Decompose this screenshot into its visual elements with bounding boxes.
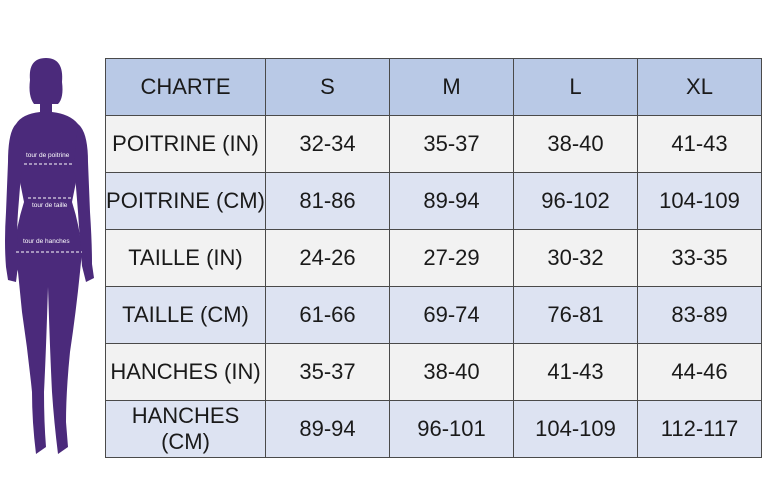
table-cell: 24-26: [266, 230, 390, 287]
table-cell: 76-81: [514, 287, 638, 344]
table-cell: 81-86: [266, 173, 390, 230]
row-label: POITRINE (IN): [106, 116, 266, 173]
header-size-l: L: [514, 59, 638, 116]
row-label: HANCHES (IN): [106, 344, 266, 401]
row-label: HANCHES (CM): [106, 401, 266, 458]
waist-measure-label: tour de taille: [32, 202, 68, 209]
table-cell: 33-35: [638, 230, 762, 287]
table-cell: 96-101: [390, 401, 514, 458]
table-row: [106, 116, 762, 173]
table-cell: 104-109: [514, 401, 638, 458]
table-cell: 30-32: [514, 230, 638, 287]
chest-measure-label: tour de poitrine: [26, 152, 70, 159]
table-cell: 112-117: [638, 401, 762, 458]
woman-silhouette-icon: [0, 52, 104, 462]
body-silhouette: [0, 52, 104, 462]
row-label: TAILLE (CM): [106, 287, 266, 344]
table-cell: 38-40: [514, 116, 638, 173]
table-row: [106, 287, 762, 344]
size-chart-table: [105, 58, 762, 458]
table-cell: 69-74: [390, 287, 514, 344]
table-cell: 35-37: [266, 344, 390, 401]
table-row: [106, 230, 762, 287]
table-cell: 44-46: [638, 344, 762, 401]
header-size-m: M: [390, 59, 514, 116]
table-row: [106, 401, 762, 458]
table-cell: 104-109: [638, 173, 762, 230]
table-cell: 38-40: [390, 344, 514, 401]
row-label: TAILLE (IN): [106, 230, 266, 287]
table-cell: 32-34: [266, 116, 390, 173]
table-row: [106, 344, 762, 401]
table-cell: 41-43: [514, 344, 638, 401]
hips-measure-label: tour de hanches: [23, 238, 70, 245]
table-cell: 27-29: [390, 230, 514, 287]
table-cell: 89-94: [266, 401, 390, 458]
table-row: [106, 173, 762, 230]
table-cell: 89-94: [390, 173, 514, 230]
row-label: POITRINE (CM): [106, 173, 266, 230]
table-cell: 96-102: [514, 173, 638, 230]
table-cell: 61-66: [266, 287, 390, 344]
table-cell: 41-43: [638, 116, 762, 173]
header-size-s: S: [266, 59, 390, 116]
header-size-xl: XL: [638, 59, 762, 116]
header-chart: CHARTE: [106, 59, 266, 116]
table-cell: 83-89: [638, 287, 762, 344]
table-header-row: [106, 59, 762, 116]
table-cell: 35-37: [390, 116, 514, 173]
